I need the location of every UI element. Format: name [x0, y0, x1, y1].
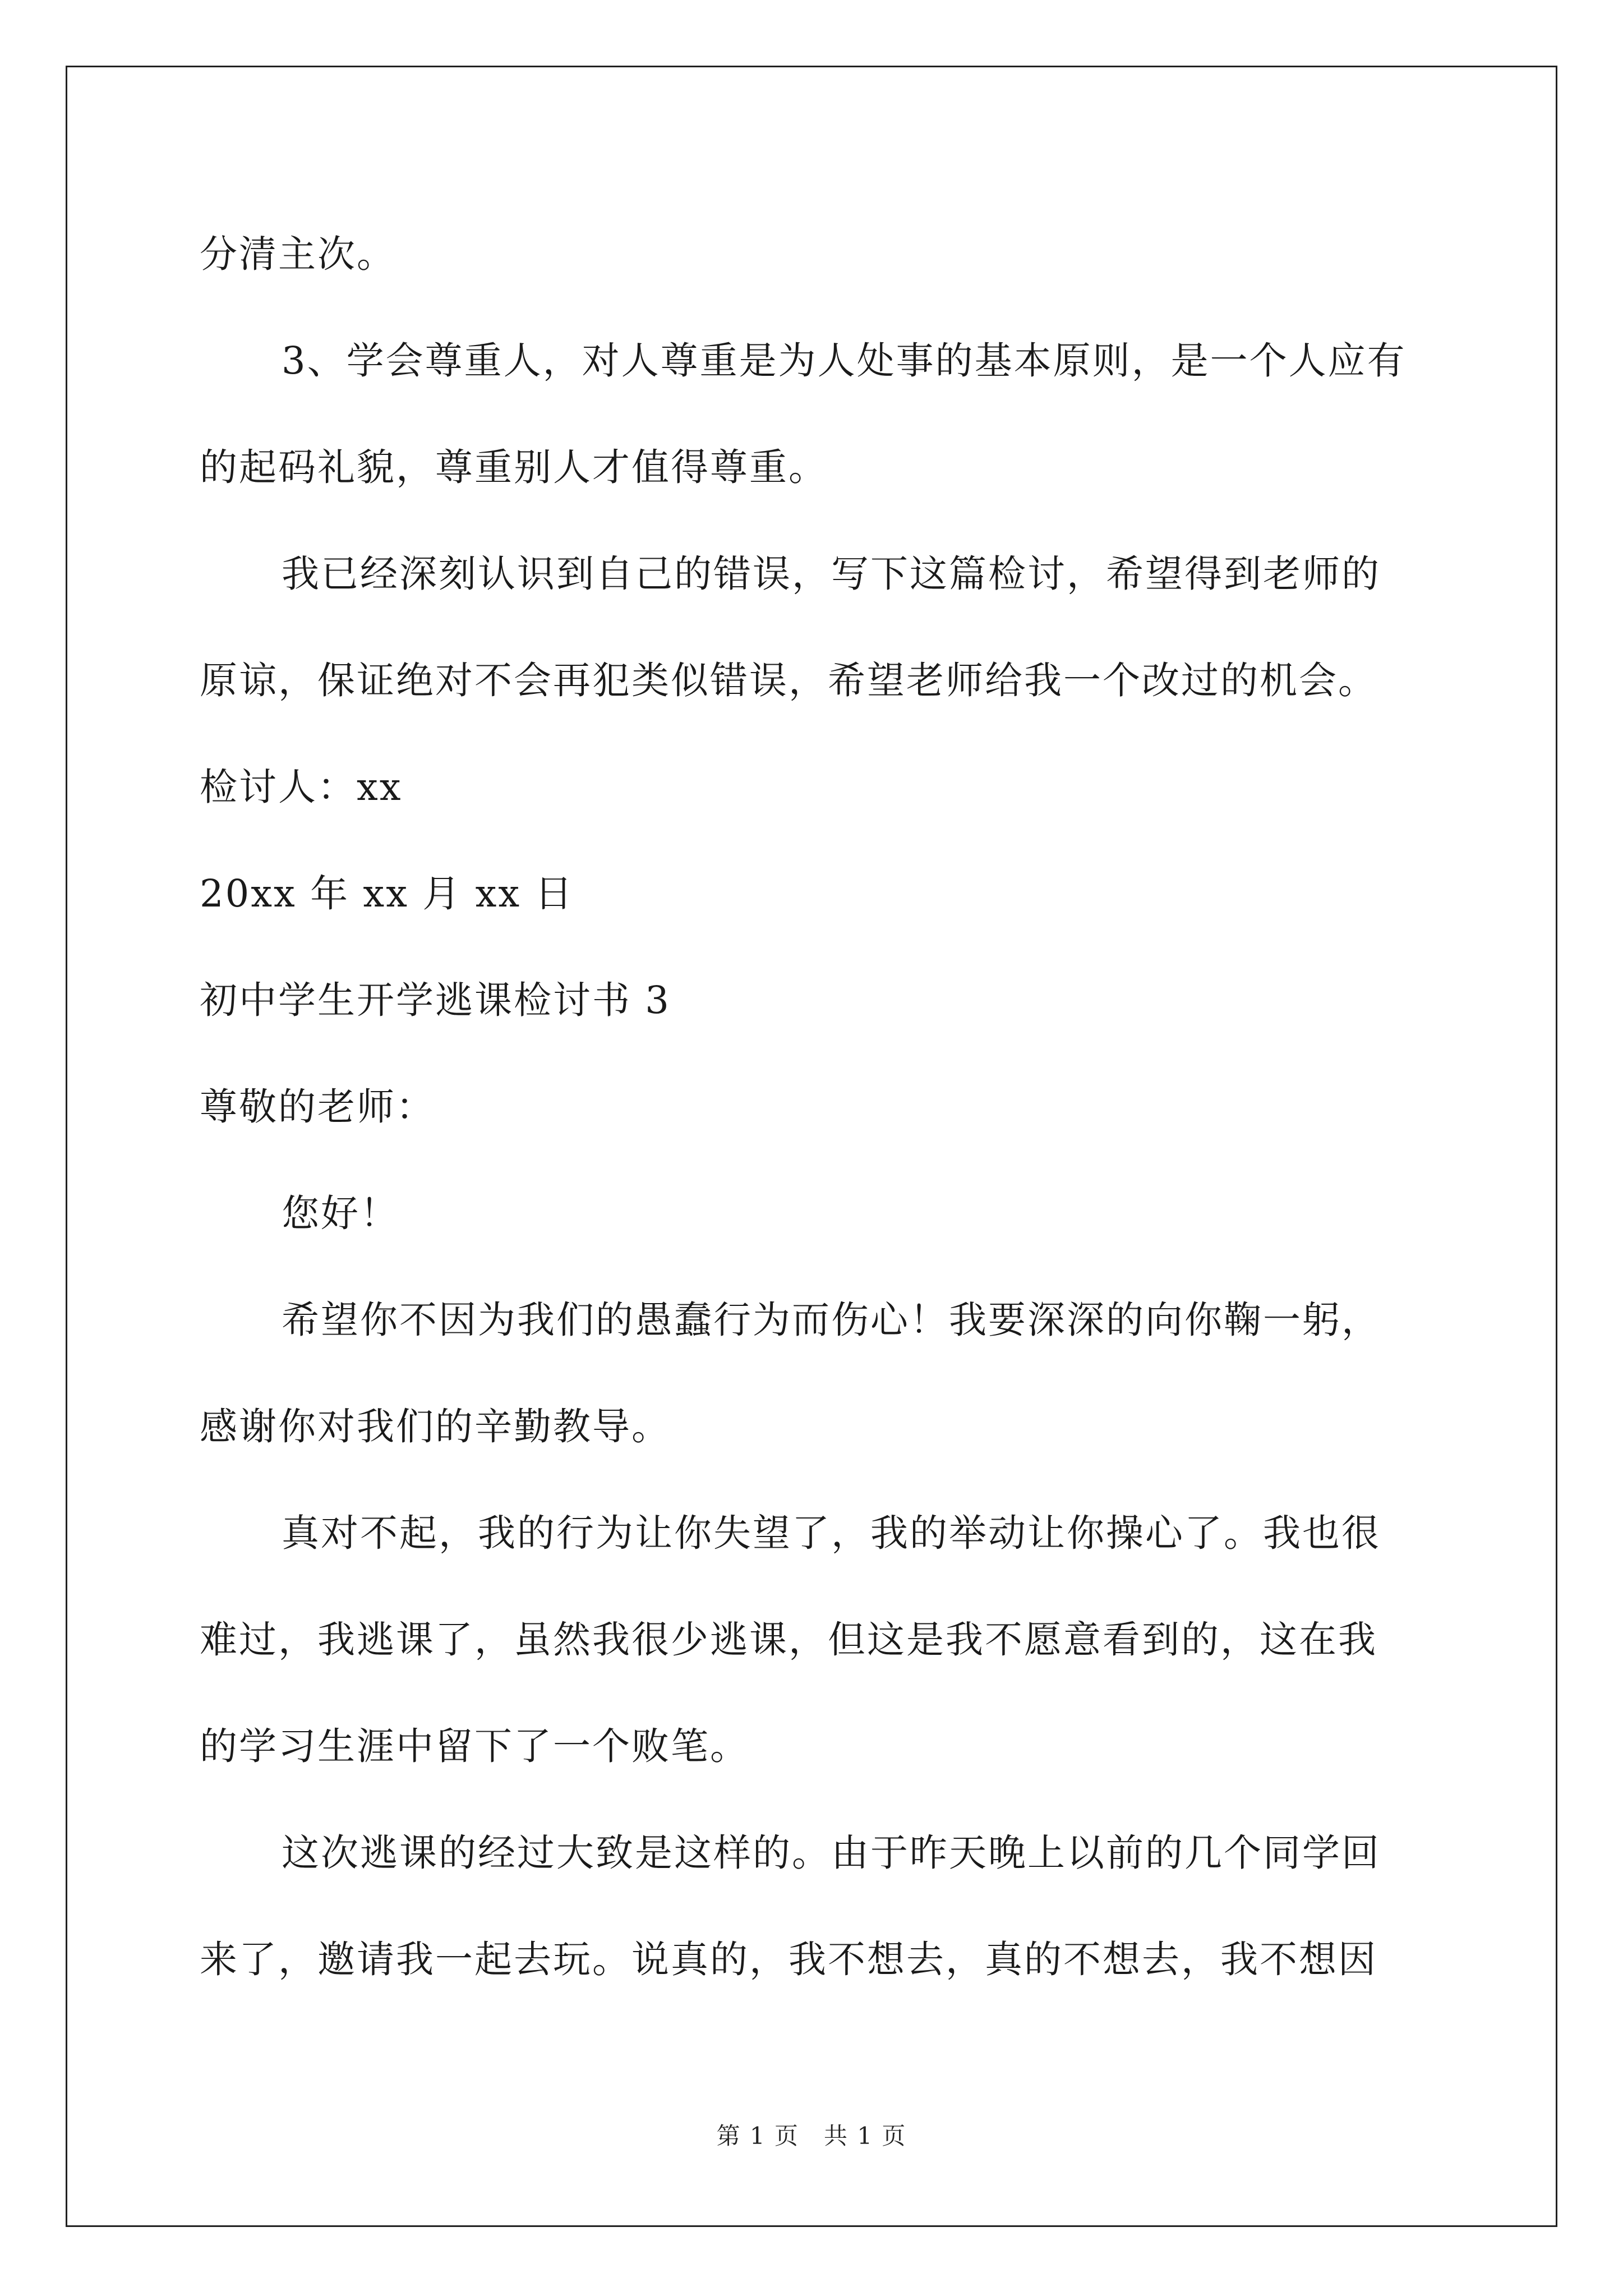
- greeting: 您好！: [282, 1191, 399, 1235]
- text-line: 分清主次。: [200, 232, 396, 276]
- text-line: 难过，我逃课了，虽然我很少逃课，但这是我不愿意看到的，这在我: [200, 1618, 1377, 1662]
- text-line: 的学习生涯中留下了一个败笔。: [200, 1724, 749, 1768]
- text-line: 我已经深刻认识到自己的错误，写下这篇检讨，希望得到老师的: [282, 552, 1381, 596]
- section-title: 初中学生开学逃课检讨书 3: [200, 978, 671, 1022]
- salutation: 尊敬的老师：: [200, 1085, 435, 1129]
- page-footer: 第 1 页 共 1 页: [716, 2122, 907, 2150]
- date-line: 20xx 年 xx 月 xx 日: [200, 872, 574, 915]
- text-line: 希望你不因为我们的愚蠢行为而伤心！我要深深的向你鞠一躬，: [282, 1298, 1381, 1342]
- text-line: 3、学会尊重人，对人尊重是为人处事的基本原则，是一个人应有: [282, 339, 1407, 383]
- text-line: 这次逃课的经过大致是这样的。由于昨天晚上以前的几个同学回: [282, 1831, 1381, 1875]
- text-line: 真对不起，我的行为让你失望了，我的举动让你操心了。我也很: [282, 1511, 1381, 1555]
- text-line: 原谅，保证绝对不会再犯类似错误，希望老师给我一个改过的机会。: [200, 659, 1377, 702]
- signature-line: 检讨人：xx: [200, 765, 403, 809]
- text-line: 感谢你对我们的辛勤教导。: [200, 1405, 671, 1448]
- text-line: 的起码礼貌，尊重别人才值得尊重。: [200, 445, 828, 489]
- page-border: [66, 66, 1557, 2227]
- text-line: 来了，邀请我一起去玩。说真的，我不想去，真的不想去，我不想因: [200, 1938, 1377, 1981]
